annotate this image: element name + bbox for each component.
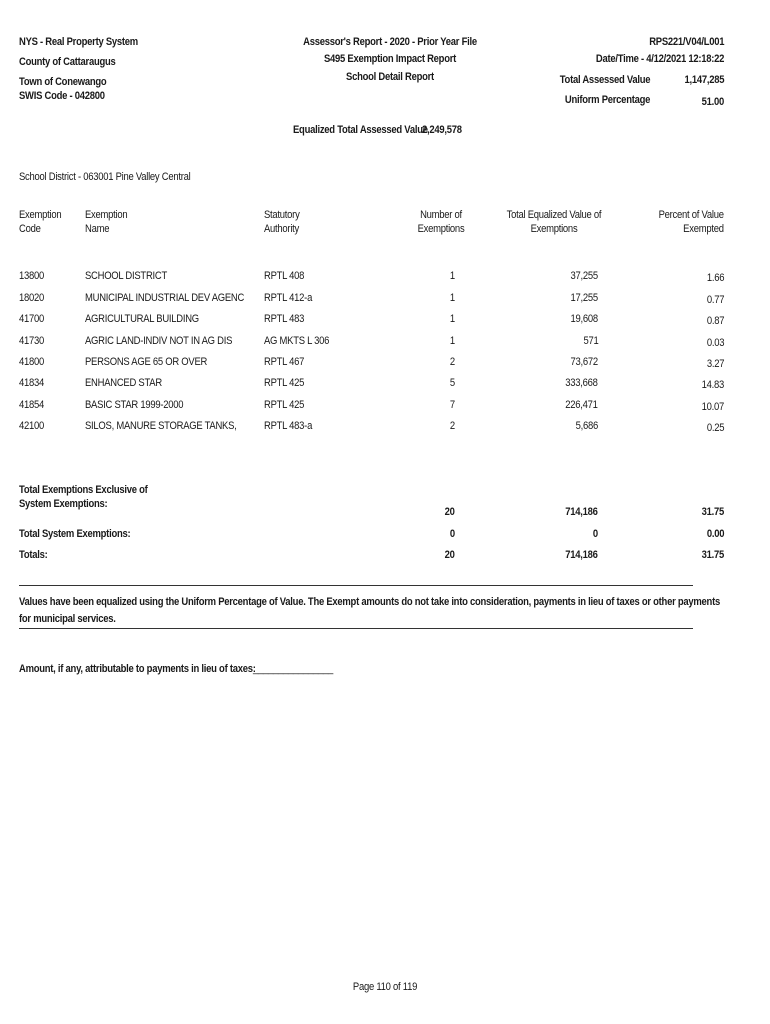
cell-code: 42100 (19, 420, 45, 432)
cell-value: 73,672 (570, 356, 598, 368)
cell-percent: 0.03 (706, 337, 724, 349)
col-value-header: Total Equalized Value of Exemptions (506, 209, 602, 235)
uniform-pct-value: 51.00 (701, 96, 724, 108)
cell-authority: RPTL 483-a (264, 420, 313, 432)
cell-number: 1 (449, 292, 455, 304)
cell-code: 41834 (19, 377, 45, 389)
cell-number: 5 (449, 377, 455, 389)
cell-number: 2 (449, 420, 455, 432)
uniform-pct-label: Uniform Percentage (564, 94, 650, 106)
total-exclusive-percent: 31.75 (701, 506, 724, 518)
total-system-percent: 0.00 (706, 528, 724, 540)
totals-value: 714,186 (565, 549, 598, 561)
col-percent-header: Percent of Value Exempted (658, 209, 724, 235)
cell-number: 1 (449, 335, 455, 347)
col-name-header: Exemption Name (85, 209, 128, 235)
cell-name: PERSONS AGE 65 OR OVER (85, 356, 208, 368)
totals-percent: 31.75 (701, 549, 724, 561)
cell-percent: 14.83 (701, 379, 724, 391)
cell-value: 17,255 (570, 292, 598, 304)
page-number: Page 110 of 119 (352, 981, 418, 993)
totals-label: Totals: (19, 549, 48, 561)
cell-authority: RPTL 408 (264, 270, 305, 282)
col-number-header: Number of Exemptions (417, 209, 465, 235)
cell-code: 41854 (19, 399, 45, 411)
cell-number: 2 (449, 356, 455, 368)
cell-number: 1 (449, 270, 455, 282)
cell-name: SILOS, MANURE STORAGE TANKS, (85, 420, 237, 432)
cell-authority: RPTL 467 (264, 356, 305, 368)
cell-percent: 0.77 (706, 294, 724, 306)
total-exclusive-label: Total Exemptions Exclusive of System Exemptions: (19, 484, 148, 510)
cell-value: 19,608 (570, 313, 598, 325)
total-assessed-value: 1,147,285 (684, 74, 724, 86)
cell-name: AGRIC LAND-INDIV NOT IN AG DIS (85, 335, 233, 347)
col-code-header: Exemption Code (19, 209, 62, 235)
cell-name: BASIC STAR 1999-2000 (85, 399, 184, 411)
cell-percent: 0.25 (706, 422, 724, 434)
cell-percent: 0.87 (706, 315, 724, 327)
cell-percent: 1.66 (706, 272, 724, 284)
cell-number: 7 (449, 399, 455, 411)
cell-value: 571 (582, 335, 598, 347)
cell-code: 13800 (19, 270, 45, 282)
equalized-value: 2,249,578 (422, 124, 462, 136)
cell-authority: AG MKTS L 306 (264, 335, 330, 347)
total-system-label: Total System Exemptions: (19, 528, 131, 540)
cell-value: 226,471 (565, 399, 598, 411)
pilot-blank: ________________ (253, 663, 334, 675)
totals-number: 20 (444, 549, 455, 561)
cell-authority: RPTL 412-a (264, 292, 313, 304)
report-datetime: Date/Time - 4/12/2021 12:18:22 (595, 53, 724, 65)
total-exclusive-number: 20 (444, 506, 455, 518)
report-code: RPS221/V04/L001 (648, 36, 724, 48)
cell-name: SCHOOL DISTRICT (85, 270, 167, 282)
cell-value: 37,255 (570, 270, 598, 282)
cell-code: 41800 (19, 356, 45, 368)
report-detail: School Detail Report (346, 71, 434, 83)
total-system-number: 0 (449, 528, 455, 540)
equalized-label: Equalized Total Assessed Value (293, 124, 428, 136)
cell-name: MUNICIPAL INDUSTRIAL DEV AGENC (85, 292, 245, 304)
cell-name: ENHANCED STAR (85, 377, 162, 389)
cell-value: 5,686 (575, 420, 598, 432)
cell-code: 18020 (19, 292, 45, 304)
cell-name: AGRICULTURAL BUILDING (85, 313, 199, 325)
cell-value: 333,668 (565, 377, 598, 389)
school-district-title: School District - 063001 Pine Valley Central (19, 171, 191, 183)
system-name: NYS - Real Property System (19, 36, 138, 48)
report-title: Assessor's Report - 2020 - Prior Year File (303, 36, 477, 48)
cell-authority: RPTL 425 (264, 399, 305, 411)
note-bottom-rule (19, 628, 693, 629)
county-name: County of Cattaraugus (19, 56, 116, 68)
cell-number: 1 (449, 313, 455, 325)
cell-authority: RPTL 425 (264, 377, 305, 389)
cell-percent: 3.27 (706, 358, 724, 370)
total-exclusive-value: 714,186 (565, 506, 598, 518)
note-top-rule (19, 585, 693, 586)
pilot-label: Amount, if any, attributable to payments in lieu of taxes: (19, 663, 256, 675)
total-assessed-label: Total Assessed Value (559, 74, 650, 86)
equalization-note: Values have been equalized using the Uniform Percentage of Value. The Exempt amounts do not take into consideration, payments in lieu of taxes or other payments for municipal services. (19, 596, 720, 625)
town-name: Town of Conewango (19, 76, 107, 88)
report-subtitle: S495 Exemption Impact Report (323, 53, 457, 65)
col-authority-header: Statutory Authority (264, 209, 300, 235)
swis-code: SWIS Code - 042800 (19, 90, 105, 102)
cell-percent: 10.07 (701, 401, 724, 413)
cell-authority: RPTL 483 (264, 313, 305, 325)
cell-code: 41700 (19, 313, 45, 325)
total-system-value: 0 (592, 528, 598, 540)
cell-code: 41730 (19, 335, 45, 347)
